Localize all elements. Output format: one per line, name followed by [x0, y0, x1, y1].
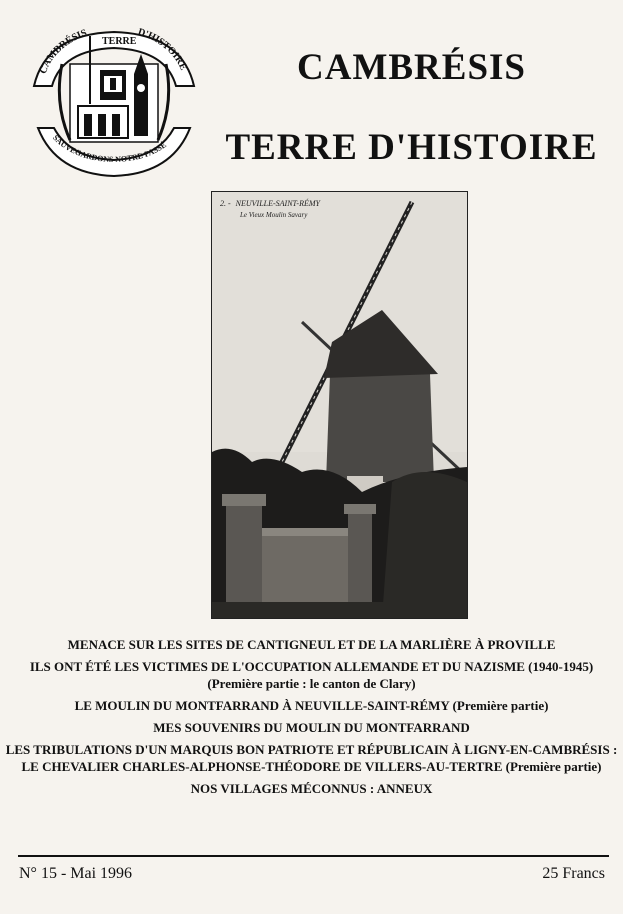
- journal-logo: [26, 24, 202, 184]
- article-item: [0, 741, 623, 775]
- article-title: LE MOULIN DU MONTFARRAND À NEUVILLE-SAINT-RÉMY (Première partie): [74, 698, 549, 713]
- article-title: ILS ONT ÉTÉ LES VICTIMES DE L'OCCUPATION ALLEMANDE ET DU NAZISME (1940-1945): [29, 659, 594, 674]
- article-item: [0, 780, 623, 797]
- issue-number: N° 15 - Mai 1996: [19, 865, 133, 882]
- article-title: MES SOUVENIRS DU MOULIN DU MONTFARRAND: [153, 720, 470, 735]
- svg-text:SAUVEGARDONS NOTRE PASSÉ: SAUVEGARDONS NOTRE PASSÉ: [50, 133, 169, 165]
- footer-divider: [18, 855, 609, 857]
- article-item: [0, 636, 623, 653]
- article-title: LES TRIBULATIONS D'UN MARQUIS BON PATRIOTE ET RÉPUBLICAIN À LIGNY-EN-CAMBRÉSIS :: [5, 742, 618, 757]
- cover-photo-windmill: [211, 191, 468, 619]
- article-title: NOS VILLAGES MÉCONNUS : ANNEUX: [190, 781, 433, 796]
- journal-title-line2: TERRE D'HISTOIRE: [225, 127, 598, 168]
- article-item: [0, 658, 623, 692]
- photo-caption-subject: Le Vieux Moulin Savary: [240, 211, 308, 219]
- photo-caption-number: 2. -: [220, 199, 231, 208]
- svg-text:D'HISTOIRE: D'HISTOIRE: [136, 26, 189, 73]
- article-item: [0, 697, 623, 714]
- article-title: MENACE SUR LES SITES DE CANTIGNEUL ET DE LA MARLIÈRE À PROVILLE: [67, 637, 556, 652]
- issue-price: 25 Francs: [542, 865, 605, 882]
- svg-text:2. - NEUVILLE-SAINT-RÉMY: [220, 198, 322, 208]
- article-item: [0, 719, 623, 736]
- logo-emblem-icon: [26, 24, 202, 184]
- article-subtitle: LE CHEVALIER CHARLES-ALPHONSE-THÉODORE DE VILLERS-AU-TERTRE (Première partie): [21, 759, 602, 774]
- svg-text:TERRE: TERRE: [102, 36, 137, 47]
- journal-title-line1: CAMBRÉSIS: [297, 47, 526, 88]
- photo-caption-place: NEUVILLE-SAINT-RÉMY: [235, 199, 320, 208]
- svg-text:CAMBRÉSIS: CAMBRÉSIS: [37, 27, 89, 76]
- article-subtitle: (Première partie : le canton de Clary): [207, 676, 416, 691]
- table-of-contents: [0, 636, 623, 802]
- windmill-photo: [212, 192, 467, 618]
